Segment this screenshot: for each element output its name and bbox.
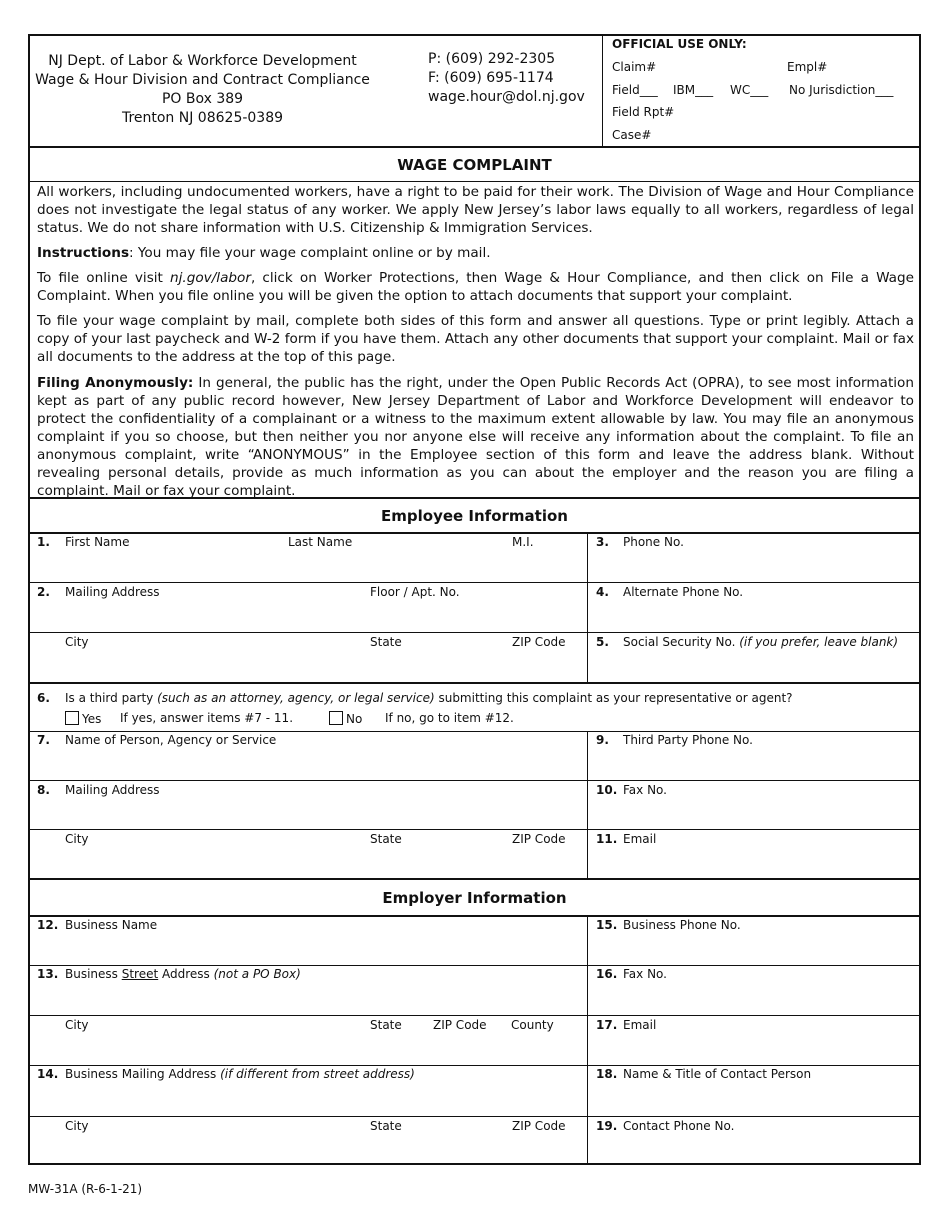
third-party-name-field[interactable]: Name of Person, Agency or Service bbox=[65, 733, 277, 747]
street-text-a: Business bbox=[65, 967, 122, 981]
mailing-address-field[interactable]: Mailing Address bbox=[65, 585, 160, 599]
business-name-field[interactable]: Business Name bbox=[65, 918, 158, 932]
employer-mailing-zip-field[interactable]: ZIP Code bbox=[512, 1119, 566, 1133]
employer-email-field[interactable]: Email bbox=[623, 1018, 657, 1032]
agency-line1: NJ Dept. of Labor & Workforce Development bbox=[48, 53, 357, 69]
third-party-state-field[interactable]: State bbox=[370, 832, 402, 846]
ssn-field[interactable] bbox=[623, 635, 898, 649]
street-note: (not a PO Box) bbox=[213, 967, 301, 981]
mailing-label: Business Mailing Address bbox=[65, 1067, 221, 1081]
item-11-number: 11. bbox=[596, 832, 618, 846]
floor-apt-field[interactable]: Floor / Apt. No. bbox=[370, 585, 460, 599]
no-note: If no, go to item #12. bbox=[385, 711, 514, 725]
no-option[interactable] bbox=[329, 711, 362, 726]
ssn-note: (if you prefer, leave blank) bbox=[739, 635, 899, 649]
contact-person-field[interactable]: Name & Title of Contact Person bbox=[623, 1067, 812, 1081]
intro-paragraph: All workers, including undocumented workers, have a right to be paid for their work. The Division of Wage and Hour Compliance does not investigate the legal status of any worker. We apply New Jersey’s labor laws equally to all workers, regardless of legal status. We do not share information with U.S. Citizenship & Immigration Services. bbox=[37, 184, 914, 236]
yes-label: Yes bbox=[82, 712, 102, 726]
third-party-fax-field[interactable]: Fax No. bbox=[623, 783, 667, 797]
item-19-number: 19. bbox=[596, 1119, 618, 1133]
first-name-field[interactable]: First Name bbox=[65, 535, 130, 549]
item-15-number: 15. bbox=[596, 918, 618, 932]
instructions bbox=[37, 244, 914, 262]
item-6-number: 6. bbox=[37, 691, 50, 705]
third-party-mailing-field[interactable]: Mailing Address bbox=[65, 783, 160, 797]
third-party-phone-field[interactable]: Third Party Phone No. bbox=[623, 733, 753, 747]
third-party-city-field[interactable]: City bbox=[65, 832, 89, 846]
no-checkbox[interactable] bbox=[329, 711, 343, 725]
official-ibm: IBM___ bbox=[673, 83, 714, 97]
agency-line2: Wage & Hour Division and Contract Compliance bbox=[35, 72, 370, 88]
mail-instructions: To file your wage complaint by mail, complete both sides of this form and answer all questions. Type or print legibly. Attach a copy of your last paycheck and W-2 form if you have them. Attach any other documents that support your complaint. Mail or fax all documents to the address at the top of this page. bbox=[37, 313, 914, 365]
online-link[interactable]: nj.gov/labor bbox=[170, 270, 251, 286]
official-field-rpt: Field Rpt# bbox=[612, 105, 675, 119]
form-title: WAGE COMPLAINT bbox=[397, 156, 552, 174]
contact-block bbox=[428, 50, 585, 107]
ssn-label: Social Security No. bbox=[623, 635, 740, 649]
official-empl: Empl# bbox=[787, 60, 828, 74]
anonymous-text: In general, the public has the right, under the Open Public Records Act (OPRA), to see most information kept as part of any public record however, New Jersey Department of Labor and Workforce Development will endeavor to protect the confidentiality of a complainant or a witness to the maximum extent allowable by law. You may file an anonymous complaint if you so choose, but then neither you nor anyone else will receive any information about the complaint. To file an anonymous complaint, write “ANONYMOUS” in the Employee section of this form and leave the address blank. Without revealing personal details, provide as much information as you can about the employer and the reason you are filing a complaint. Mail or fax your complaint. bbox=[37, 375, 914, 499]
item-12-number: 12. bbox=[37, 918, 59, 932]
official-claim: Claim# bbox=[612, 60, 657, 74]
item-14-number: 14. bbox=[37, 1067, 59, 1081]
item-3-number: 3. bbox=[596, 535, 609, 549]
last-name-field[interactable]: Last Name bbox=[288, 535, 353, 549]
official-wc: WC___ bbox=[730, 83, 769, 97]
wage-complaint-form bbox=[28, 34, 921, 1165]
business-phone-field[interactable]: Business Phone No. bbox=[623, 918, 741, 932]
official-no-jurisdiction: No Jurisdiction___ bbox=[789, 83, 894, 97]
item-1-number: 1. bbox=[37, 535, 50, 549]
item-7-number: 7. bbox=[37, 733, 50, 747]
street-text-b: Address bbox=[158, 967, 214, 981]
alternate-phone-field[interactable]: Alternate Phone No. bbox=[623, 585, 744, 599]
agency-line3: PO Box 389 bbox=[161, 91, 244, 107]
anonymous-instructions bbox=[37, 374, 914, 500]
official-case: Case# bbox=[612, 128, 652, 142]
employer-section-title: Employer Information bbox=[382, 889, 567, 907]
employer-state-field[interactable]: State bbox=[370, 1018, 402, 1032]
state-field[interactable]: State bbox=[370, 635, 402, 649]
third-party-email-field[interactable]: Email bbox=[623, 832, 657, 846]
contact-email[interactable]: wage.hour@dol.nj.gov bbox=[428, 89, 585, 105]
contact-phone: P: (609) 292-2305 bbox=[428, 51, 556, 67]
item-17-number: 17. bbox=[596, 1018, 618, 1032]
no-label: No bbox=[346, 712, 363, 726]
agency-line4: Trenton NJ 08625-0389 bbox=[121, 110, 284, 126]
employee-section-title: Employee Information bbox=[381, 507, 568, 525]
city-field[interactable]: City bbox=[65, 635, 89, 649]
anonymous-label: Filing Anonymously: bbox=[37, 375, 194, 391]
mailing-note: (if different from street address) bbox=[220, 1067, 415, 1081]
contact-fax: F: (609) 695-1174 bbox=[428, 70, 554, 86]
item-5-number: 5. bbox=[596, 635, 609, 649]
item-2-number: 2. bbox=[37, 585, 50, 599]
third-party-zip-field[interactable]: ZIP Code bbox=[512, 832, 566, 846]
street-underlined: Street bbox=[121, 967, 159, 981]
item-4-number: 4. bbox=[596, 585, 609, 599]
online-text-a: To file online visit bbox=[37, 270, 171, 286]
online-text-b: , click on Worker Protections, then Wage & Hour Compliance, and then click on File a Wage Complaint. When you file online you will be given the option to attach documents that support your complaint. bbox=[37, 270, 914, 304]
third-party-q-a: Is a third party bbox=[65, 691, 158, 705]
item-13-number: 13. bbox=[37, 967, 59, 981]
contact-phone-field[interactable]: Contact Phone No. bbox=[623, 1119, 735, 1133]
item-16-number: 16. bbox=[596, 967, 618, 981]
zip-field[interactable]: ZIP Code bbox=[512, 635, 566, 649]
third-party-q-italic: (such as an attorney, agency, or legal service) bbox=[157, 691, 435, 705]
instructions-label: Instructions bbox=[37, 245, 130, 261]
business-mailing-address-field[interactable] bbox=[65, 1067, 415, 1081]
online-instructions bbox=[37, 269, 914, 305]
official-use-box bbox=[612, 37, 912, 147]
agency-block bbox=[30, 52, 375, 128]
item-10-number: 10. bbox=[596, 783, 618, 797]
employer-mailing-state-field[interactable]: State bbox=[370, 1119, 402, 1133]
mi-field[interactable]: M.I. bbox=[512, 535, 534, 549]
item-9-number: 9. bbox=[596, 733, 609, 747]
phone-field[interactable]: Phone No. bbox=[623, 535, 684, 549]
business-street-address-field[interactable] bbox=[65, 967, 301, 981]
third-party-q-b: submitting this complaint as your representative or agent? bbox=[434, 691, 793, 705]
instructions-text: : You may file your wage complaint online or by mail. bbox=[129, 245, 491, 261]
employer-county-field[interactable]: County bbox=[511, 1018, 554, 1032]
yes-checkbox[interactable] bbox=[65, 711, 79, 725]
employer-city-field[interactable]: City bbox=[65, 1018, 89, 1032]
employer-mailing-city-field[interactable]: City bbox=[65, 1119, 89, 1133]
official-field: Field___ bbox=[612, 83, 658, 97]
yes-option[interactable] bbox=[65, 711, 101, 726]
item-8-number: 8. bbox=[37, 783, 50, 797]
employer-zip-field[interactable]: ZIP Code bbox=[433, 1018, 487, 1032]
form-number: MW-31A (R-6-1-21) bbox=[28, 1182, 143, 1196]
third-party-question bbox=[65, 691, 793, 705]
employer-fax-field[interactable]: Fax No. bbox=[623, 967, 667, 981]
official-title: OFFICIAL USE ONLY: bbox=[612, 37, 747, 51]
item-18-number: 18. bbox=[596, 1067, 618, 1081]
yes-note: If yes, answer items #7 - 11. bbox=[120, 711, 294, 725]
